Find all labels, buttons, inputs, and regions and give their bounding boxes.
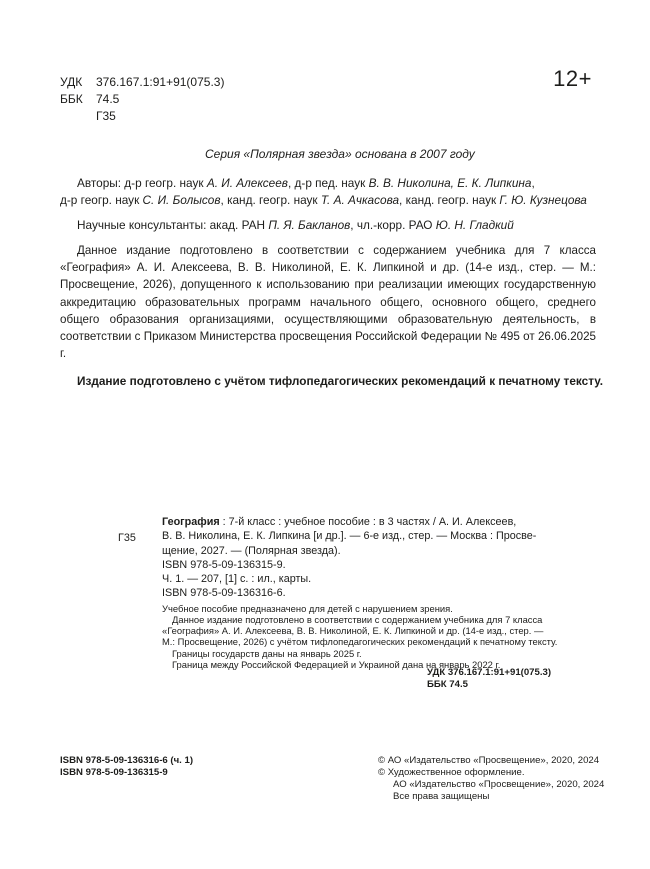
card-bbk: ББК 74.5 <box>427 679 468 690</box>
classification-block <box>60 74 224 125</box>
card-note-4: М.: Просвещение, 2026) с учётом тифлопедагогических рекомендаций к печатному тексту. <box>162 636 558 648</box>
card-isbn-set: ISBN 978-5-09-136315-9. <box>162 558 286 571</box>
copyright-publisher: © АО «Издательство «Просвещение», 2020, 2024 <box>378 755 600 766</box>
card-note-3: «География» А. И. Алексеева, В. В. Николиной, Е. К. Липкиной и др. (14-е изд., стер. — <box>162 625 544 637</box>
copyright-block <box>378 755 604 803</box>
series-line: Серия «Полярная звезда» основана в 2007 году <box>205 147 475 161</box>
copyright-design: © Художественное оформление. <box>378 767 525 778</box>
author-name: В. В. Николина, Е. К. Липкина <box>368 176 532 190</box>
authors-line-2 <box>60 193 587 207</box>
udk-label: УДК <box>60 75 83 89</box>
card-line-1: : 7-й класс : учебное пособие : в 3 частях / А. И. Алексеев, <box>219 516 517 528</box>
card-classification <box>427 667 551 691</box>
tiflo-notice: Издание подготовлено с учётом тифлопедагогических рекомендаций к печатному тексту. <box>77 374 604 388</box>
author-name: Г. Ю. Кузнецова <box>499 193 587 207</box>
card-note-2: Данное издание подготовлено в соответствии с содержанием учебника для 7 класса <box>172 613 543 625</box>
card-udk: УДК 376.167.1:91+91(075.3) <box>427 667 552 678</box>
author-name: Т. А. Ачкасова <box>320 193 400 207</box>
card-line-3: щение, 2027. — (Полярная звезда). <box>162 544 341 557</box>
consultant-name: Ю. Н. Гладкий <box>435 218 514 232</box>
bbk-value: 74.5 <box>96 92 120 106</box>
authors-text: , д-р пед. наук <box>287 176 369 190</box>
authors-text: Авторы: д-р геогр. наук <box>77 176 207 190</box>
card-part-info: Ч. 1. — 207, [1] с. : ил., карты. <box>162 573 312 586</box>
card-title: География <box>162 516 220 528</box>
isbn-set: ISBN 978-5-09-136315-9 <box>60 767 168 778</box>
card-note-5: Границы государств даны на январь 2025 г. <box>172 647 362 659</box>
card-note-1: Учебное пособие предназначено для детей с нарушением зрения. <box>162 602 453 614</box>
author-name: А. И. Алексеев <box>206 176 288 190</box>
rights-reserved: Все права защищены <box>393 791 490 802</box>
udk-value: 376.167.1:91+91(075.3) <box>96 75 225 89</box>
card-isbn-part: ISBN 978-5-09-136316-6. <box>162 587 286 600</box>
card-author-mark: Г35 <box>118 532 136 544</box>
authors-text: , канд. геогр. наук <box>399 193 500 207</box>
authors-line-1 <box>77 176 535 190</box>
consultants-line <box>77 218 514 232</box>
consultant-name: П. Я. Бакланов <box>268 218 351 232</box>
consultants-text: , чл.-корр. РАО <box>350 218 436 232</box>
authors-text: , <box>531 176 535 190</box>
copyright-design-holder: АО «Издательство «Просвещение», 2020, 2024 <box>393 779 605 790</box>
age-rating: 12+ <box>553 66 592 91</box>
authors-text: , канд. геогр. наук <box>220 193 321 207</box>
isbn-part: ISBN 978-5-09-136316-6 (ч. 1) <box>60 755 194 766</box>
card-line-2: В. В. Николина, Е. К. Липкина [и др.]. — 6-е изд., стер. — Москва : Просве- <box>162 530 537 543</box>
authors-text: д-р геогр. наук <box>60 193 143 207</box>
catalog-card <box>118 515 566 670</box>
card-note-6: Граница между Российской Федерацией и Украиной дана на январь 2022 г. <box>172 658 501 670</box>
author-name: С. И. Болысов <box>142 193 221 207</box>
author-mark: Г35 <box>96 109 116 123</box>
consultants-text: Научные консультанты: акад. РАН <box>77 218 269 232</box>
edition-note: Данное издание подготовлено в соответствии с содержанием учебника для 7 класса «География» А. И. Алексеева, В. В. Николиной, Е. К. Липкиной и др. (14-е изд., стер. — М.: Просвещение, 2026), допущенного к использованию при реализации имеющих государственную аккредитацию образовательных программ начального общего, основного общего, среднего общего образования организациями, осуществляющими образовательную деятельность, в соответствии с Приказом Министерства просвещения Российской Федерации № 495 от 26.06.2025 г. <box>60 244 596 361</box>
isbn-block <box>60 755 193 779</box>
bbk-label: ББК <box>60 92 83 106</box>
